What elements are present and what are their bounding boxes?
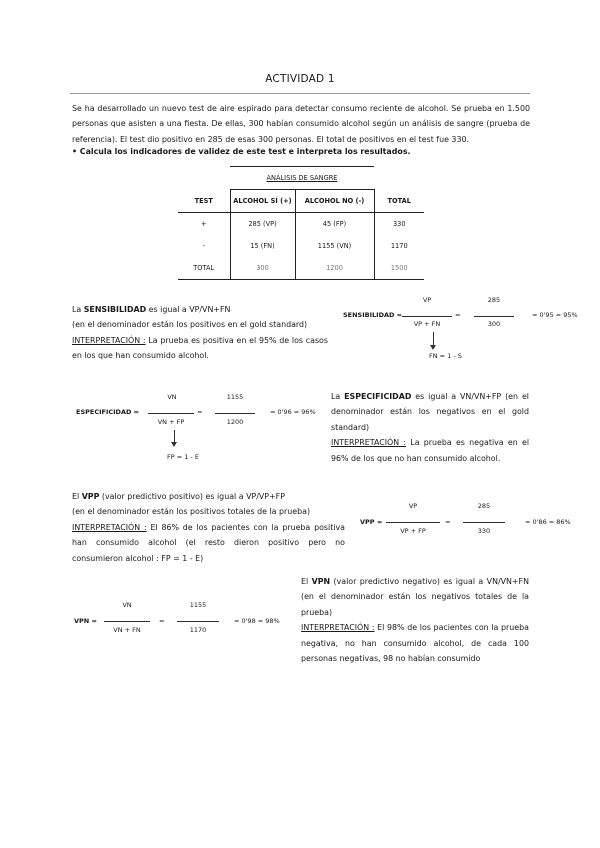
table-row: - 15 (FN) 1155 (VN) 1170 (178, 235, 424, 257)
sensitivity-term: SENSIBILIDAD (83, 305, 147, 314)
table-group-header: ANÁLISIS DE SANGRE (230, 167, 374, 190)
table-row: TOTAL 300 1200 1500 (178, 257, 424, 280)
arrowhead-icon (171, 442, 177, 447)
sensitivity-text: La SENSIBILIDAD es igual a VP/VN+FN (en el denominador están los positivos en el gold standard) INTERPRETACIÓN : La prueba es positiva en el 95% de los casos en los que han consumido alcohol. (72, 305, 328, 361)
page-title: ACTIVIDAD 1 (265, 73, 335, 85)
vpp-term: VPP (81, 492, 100, 501)
specificity-text: La ESPECIFICIDAD es igual a VN/VN+FP (en el denominador están los negativos en el gold standard) INTERPRETACIÓN : La prueba es negativa en el 96% de los que no han consumido alcohol. (331, 392, 530, 463)
vpp-text: El VPP (valor predictivo positivo) es igual a VP/VP+FP (en el denominador están los positivos totales de la prueba) INTERPRETACIÓN : El 86% de los pacientes con la prueba positiva han consumido alcohol (el resto dieron positivo pero no consumieron alcohol : FP = 1 - E) (72, 492, 346, 563)
vpn-interpretation-label: INTERPRETACIÓN : (301, 623, 375, 633)
vpp-interpretation-label: INTERPRETACIÓN : (72, 522, 147, 532)
table-header-cell: TOTAL (374, 190, 424, 213)
table-header-cell: TEST (178, 190, 230, 213)
sensitivity-interpretation-label: INTERPRETACIÓN : (72, 335, 146, 345)
table-header-cell: ALCOHOL SÍ (+) (230, 190, 295, 213)
vpn-term: VPN (311, 577, 331, 586)
table-header-cell: ALCOHOL NO (-) (295, 190, 374, 213)
arrowhead-icon (430, 345, 436, 350)
task-instruction: • Calcula los indicadores de validez de este test e interpreta los resultados. (72, 147, 411, 156)
title-divider (70, 93, 530, 94)
specificity-term: ESPECIFICIDAD (344, 392, 412, 401)
specificity-interpretation-label: INTERPRETACIÓN : (331, 438, 407, 448)
intro-paragraph: Se ha desarrollado un nuevo test de aire espirado para detectar consumo reciente de alcohol. Se prueba en 1.500 personas que asisten a una fiesta. De ellas, 300 habían consumido alcohol según un análisis de sangre (prueba de referencia). El test dio positivo en 285 de esas 300 personas. El total de positivos en el test fue 330. (72, 104, 530, 144)
contingency-table (178, 166, 424, 280)
vpn-text: El VPN (valor predictivo negativo) es igual a VN/VN+FN (en el denominador están los negativos totales de la prueba) INTERPRETACIÓN : El 98% de los pacientes con la prueba negativa, no han consumido alcohol, de cada 100 personas negativas, 98 no habían consumido (301, 577, 530, 664)
table-row: + 285 (VP) 45 (FP) 330 (178, 213, 424, 236)
